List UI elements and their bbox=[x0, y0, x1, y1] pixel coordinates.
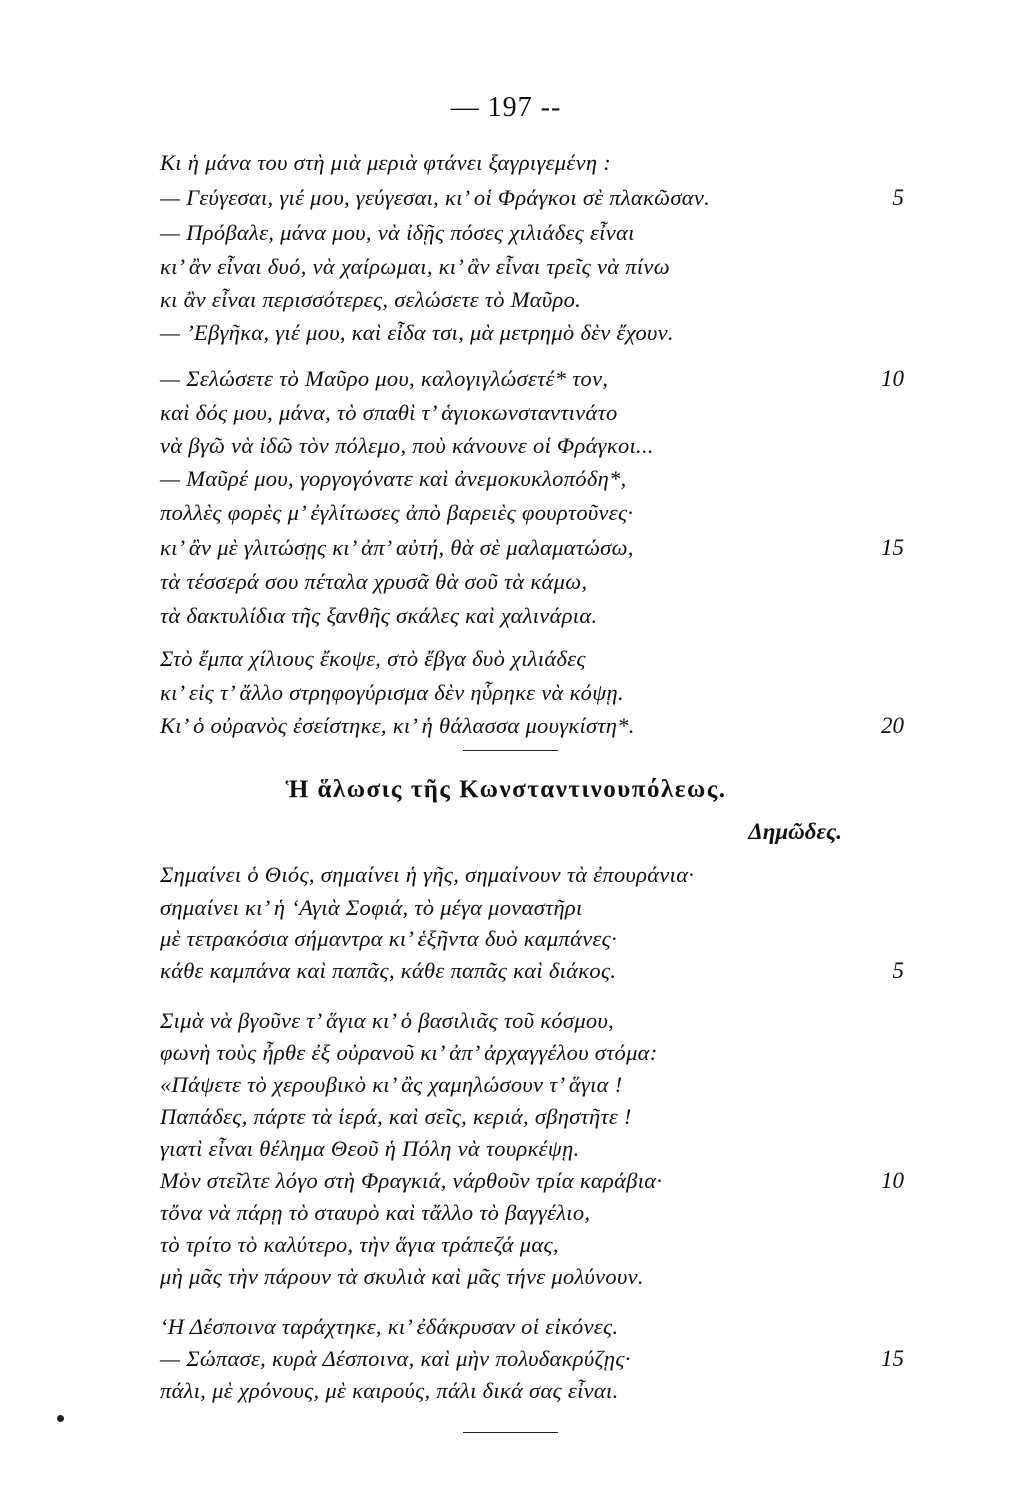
poem-line: Μὸν στεῖλτε λόγο στὴ Φραγκιά, νάρθοῦν τρία καράβια· bbox=[160, 1168, 663, 1193]
poem-line: τὄνα νὰ πάρῃ τὸ σταυρὸ καὶ τἄλλο τὸ βαγγέλιο, bbox=[160, 1200, 591, 1225]
poem-line: πολλὲς φορὲς μ’ ἐγλίτωσες ἀπὸ βαρειὲς φουρτοῦνες· bbox=[160, 500, 634, 525]
poem-line: κι’ εἰς τ’ ἄλλο στρηφογύρισμα δὲν ηὗρηκε νὰ κόψῃ. bbox=[160, 680, 624, 705]
line-number: 15 bbox=[881, 1346, 904, 1371]
poem-line: γιατὶ εἶναι θέλημα Θεοῦ ἡ Πόλη νὰ τουρκέψῃ. bbox=[160, 1136, 580, 1161]
poem-line: κάθε καμπάνα καὶ παπᾶς, κάθε παπᾶς καὶ διάκος. bbox=[160, 958, 617, 983]
line-number: 10 bbox=[881, 366, 904, 391]
poem-line: ‘Η Δέσποινα ταράχτηκε, κι’ ἐδάκρυσαν οἱ εἰκόνες. bbox=[160, 1314, 619, 1339]
poem-line: κι ἂν εἶναι περισσότερες, σελώσετε τὸ Μαῦρο. bbox=[160, 287, 582, 312]
poem-line: φωνὴ τοὺς ἦρθε ἐξ οὐρανοῦ κι’ ἀπ’ ἀρχαγγέλου στόμα: bbox=[160, 1040, 658, 1065]
poem-line: κι’ ἂν εἶναι δυό, νὰ χαίρωμαι, κι’ ἂν εἶναι τρεῖς νὰ πίνω bbox=[160, 254, 670, 279]
poem-line: Σιμὰ νὰ βγοῦνε τ’ ἅγια κι’ ὁ βασιλιᾶς τοῦ κόσμου, bbox=[160, 1008, 615, 1033]
poem-line: νὰ βγῶ νὰ ἰδῶ τὸν πόλεμο, ποὺ κάνουνε οἱ Φράγκοι... bbox=[160, 433, 654, 458]
poem-line: καὶ δός μου, μάνα, τὸ σπαθὶ τ’ ἁγιοκωνσταντινάτο bbox=[160, 400, 618, 425]
poem-line: Παπάδες, πάρτε τὰ ἱερά, καὶ σεῖς, κεριά, σβηστῆτε ! bbox=[160, 1104, 632, 1129]
section-divider bbox=[463, 1432, 558, 1433]
line-number: 15 bbox=[881, 535, 904, 560]
poem-line: Κι’ ὁ οὐρανὸς ἐσείστηκε, κι’ ἡ θάλασσα μουγκίστη*. bbox=[160, 713, 635, 738]
poem-line: — Γεύγεσαι, γιέ μου, γεύγεσαι, κι’ οἱ Φράγκοι σὲ πλακῶσαν. bbox=[160, 185, 711, 210]
poem-line: τὰ δακτυλίδια τῆς ξανθῆς σκάλες καὶ χαλινάρια. bbox=[160, 603, 598, 628]
line-number: 5 bbox=[892, 958, 904, 983]
poem-line: Σημαίνει ὁ Θιός, σημαίνει ἡ γῆς, σημαίνουν τὰ ἐπουράνια· bbox=[160, 862, 695, 887]
poem-line: — Σελώσετε τὸ Μαῦρο μου, καλογιγλώσετέ* τον, bbox=[160, 366, 609, 391]
poem-line: τὸ τρίτο τὸ καλύτερο, τὴν ἅγια τράπεζά μας, bbox=[160, 1232, 559, 1257]
ink-dot bbox=[57, 1415, 64, 1422]
line-number: 10 bbox=[881, 1168, 904, 1193]
poem-line: «Πάψετε τὸ χερουβικὸ κι’ ἂς χαμηλώσουν τ’ ἅγια ! bbox=[160, 1072, 623, 1097]
poem-line: — Μαῦρέ μου, γοργογόνατε καὶ ἀνεμοκυκλοπόδη*, bbox=[160, 466, 627, 491]
poem-line: — Σώπασε, κυρὰ Δέσποινα, καὶ μὴν πολυδακρύζῃς· bbox=[160, 1346, 631, 1371]
poem-line: Κι ἡ μάνα του στὴ μιὰ μεριὰ φτάνει ξαγριγεμένη : bbox=[160, 150, 612, 175]
poem-line: κι’ ἂν μὲ γλιτώσῃς κι’ ἀπ’ αὐτή, θὰ σὲ μαλαματώσω, bbox=[160, 535, 634, 560]
poem-line: τὰ τέσσερά σου πέταλα χρυσᾶ θὰ σοῦ τὰ κάμω, bbox=[160, 569, 588, 594]
poem-line: πάλι, μὲ χρόνους, μὲ καιρούς, πάλι δικά σας εἶναι. bbox=[160, 1378, 619, 1403]
line-number: 5 bbox=[892, 185, 904, 210]
section-title: Ἡ ἅλωσις τῆς Κωνσταντινουπόλεως. bbox=[285, 776, 727, 803]
page-number: — 197 -- bbox=[450, 92, 562, 123]
poem-line: μὲ τετρακόσια σήμαντρα κι’ ἑξῆντα δυὸ καμπάνες· bbox=[160, 926, 618, 951]
poem-line: Στὸ ἔμπα χίλιους ἔκοψε, στὸ ἔβγα δυὸ χιλιάδες bbox=[160, 646, 586, 671]
section-divider bbox=[463, 750, 558, 751]
section-subtitle: Δημῶδες. bbox=[748, 819, 842, 844]
line-number: 20 bbox=[881, 713, 904, 738]
poem-line: μὴ μᾶς τὴν πάρουν τὰ σκυλιὰ καὶ μᾶς τήνε μολύνουν. bbox=[160, 1264, 644, 1289]
poem-line: — ’Εβγῆκα, γιέ μου, καὶ εἶδα τσι, μὰ μετρημὸ δὲν ἔχουν. bbox=[160, 320, 674, 345]
poem-line: σημαίνει κι’ ἡ ‘Αγιὰ Σοφιά, τὸ μέγα μοναστῆρι bbox=[160, 895, 583, 920]
poem-line: — Πρόβαλε, μάνα μου, νὰ ἰδῇς πόσες χιλιάδες εἶναι bbox=[160, 220, 635, 245]
